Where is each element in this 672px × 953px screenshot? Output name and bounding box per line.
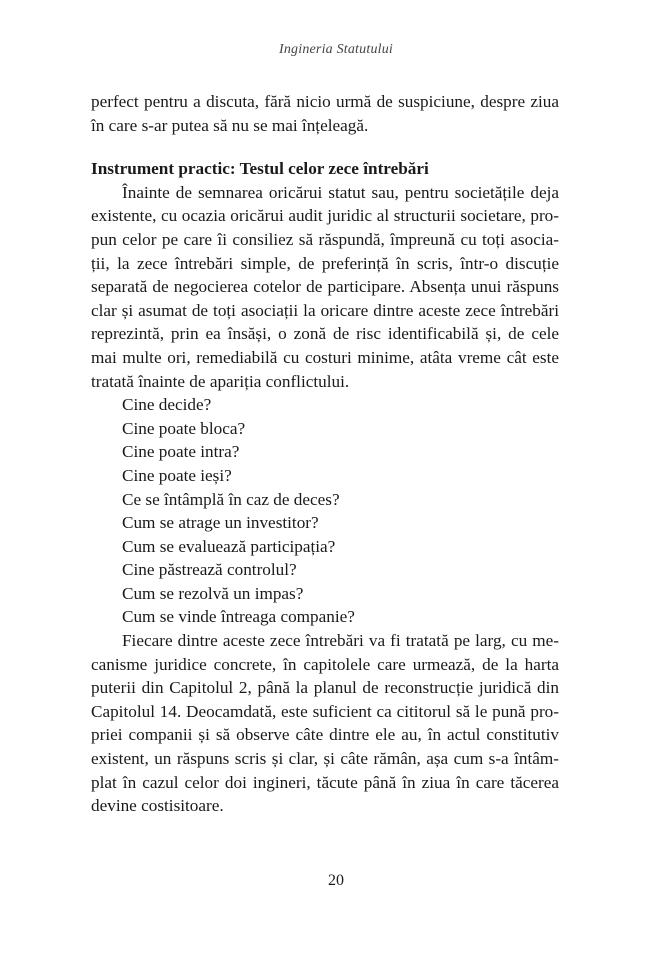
question-item: Cine poate ieși? [122, 465, 232, 485]
intro-paragraph: Înainte de semnarea oricărui statut sau, pentru societățile deja existente, cu ocazia oricărui audit juridic al structurii societare, propun celor pe care îi consiliez să răspundă, împreună cu toți asociații, la zece întrebări simple, de preferință în scris, într-o discuție separată de negocierea cotelor de participare. Absența unui răspuns clar și asumat de toți asociații la oricare dintre aceste zece întrebări reprezintă, prin ea însăși, o zonă de risc identificabilă și, de cele mai multe ori, remediabilă cu costuri minime, atâta vreme cât este tratată înainte de apariția conflictului. [91, 182, 559, 391]
question-item: Cum se atrage un investitor? [122, 513, 319, 533]
question-item: Cine decide? [122, 395, 212, 415]
running-header: Ingineria Statutului [278, 42, 394, 57]
question-list [91, 393, 559, 629]
section-heading: Instrument practic: Testul celor zece întrebări [91, 159, 429, 179]
question-item: Cum se rezolvă un impas? [122, 583, 304, 603]
question-item: Cine poate intra? [122, 442, 240, 462]
question-item: Cum se evaluează participația? [122, 536, 336, 556]
page-body [91, 90, 559, 818]
closing-paragraph: Fiecare dintre aceste zece întrebări va fi tratată pe larg, cu mecanisme juridice concrete, în capitolele care urmează, de la harta puterii din Capitolul 2, până la planul de reconstrucție juridică din Capitolul 14. Deocamdată, este suficient ca cititorul să le pună propriei companii și să observe câte dintre ele au, în actul constitutiv existent, un răspuns scris și clar, și câte rămân, așa cum s-a întâmplat în cazul celor doi ingineri, tăcute până în ziua în care tăcerea devine costisitoare. [91, 631, 559, 816]
question-item: Ce se întâmplă în caz de deces? [122, 489, 340, 509]
page-number: 20 [328, 872, 344, 889]
question-item: Cine păstrează controlul? [122, 560, 297, 580]
opening-paragraph: perfect pentru a discuta, fără nicio urmă de suspiciune, despre ziua în care s-ar putea să nu se mai înțeleagă. [91, 92, 559, 135]
question-item: Cum se vinde întreaga companie? [122, 607, 355, 627]
question-item: Cine poate bloca? [122, 418, 246, 438]
